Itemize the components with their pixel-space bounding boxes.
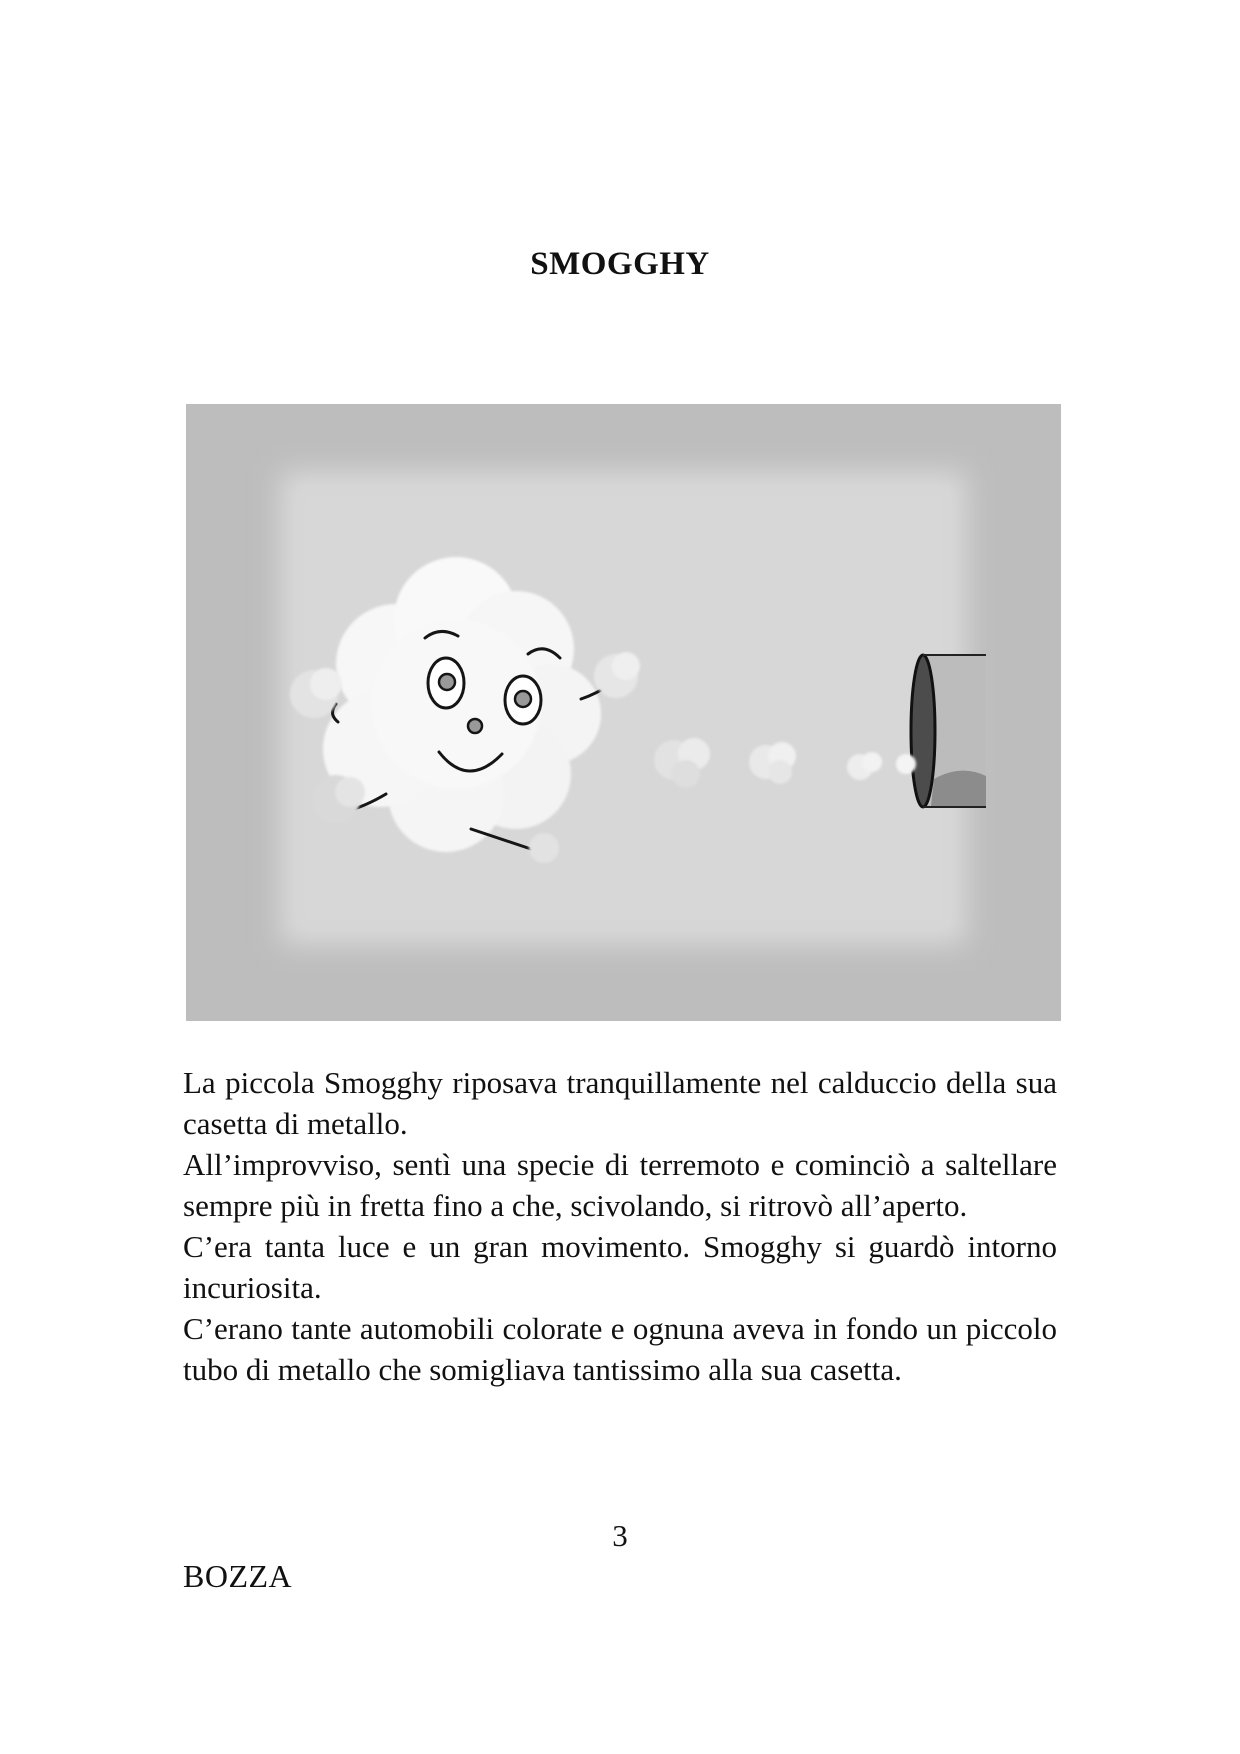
story-paragraph: C’era tanta luce e un gran movimento. Smogghy si guardò intorno incuriosita.: [183, 1229, 1057, 1305]
draft-mark: BOZZA: [183, 1558, 293, 1594]
smogghy-illustration: [186, 404, 1061, 1021]
exhaust-pipe-icon: [911, 655, 986, 807]
page-number: 3: [612, 1518, 628, 1553]
story-text: [183, 1062, 1057, 1390]
story-paragraph: La piccola Smogghy riposava tranquillamente nel calduccio della sua casetta di metallo.: [183, 1065, 1057, 1141]
story-paragraph: All’improvviso, sentì una specie di terremoto e cominciò a saltellare sempre più in fretta fino a che, scivolando, si ritrovò all’aperto.: [183, 1147, 1057, 1223]
page-title: SMOGGHY: [530, 246, 710, 282]
story-paragraph: C’erano tante automobili colorate e ognuna aveva in fondo un piccolo tubo di metallo che somigliava tantissimo alla sua casetta.: [183, 1311, 1057, 1387]
